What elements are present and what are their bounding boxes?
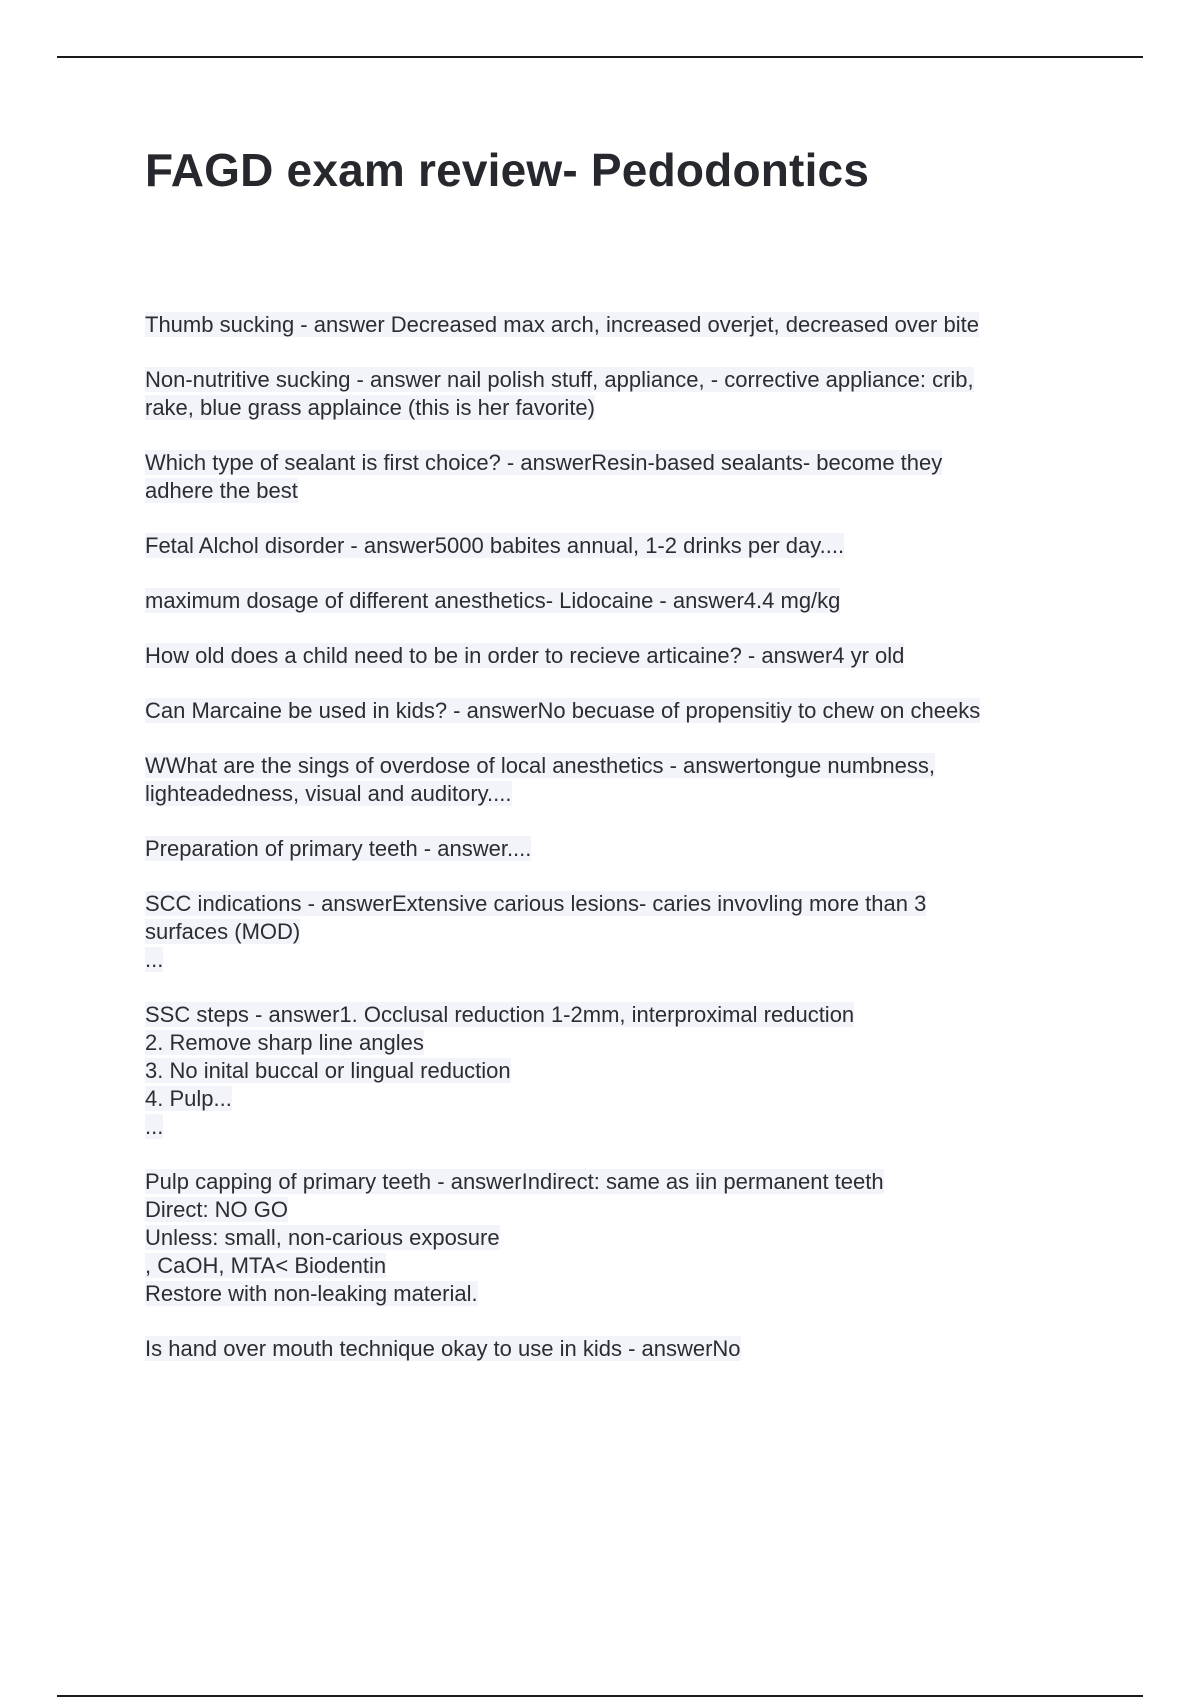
flashcard-item (145, 1168, 1075, 1308)
flashcard-line: ... (145, 947, 164, 972)
flashcard-line: Pulp capping of primary teeth - answerIndirect: same as iin permanent teeth (145, 1169, 884, 1194)
flashcard-item (145, 697, 1075, 725)
flashcard-item (145, 449, 1075, 505)
flashcard-line: Unless: small, non-carious exposure (145, 1225, 500, 1250)
page-title: FAGD exam review- Pedodontics (145, 144, 870, 196)
flashcard-line: Can Marcaine be used in kids? - answerNo becuase of propensitiy to chew on cheeks (145, 698, 981, 723)
flashcard-line: , CaOH, MTA< Biodentin (145, 1253, 387, 1278)
flashcard-line: rake, blue grass applaince (this is her favorite) (145, 395, 595, 420)
flashcard-line: maximum dosage of different anesthetics- Lidocaine - answer4.4 mg/kg (145, 588, 841, 613)
bottom-rule (57, 1695, 1143, 1697)
flashcard-item (145, 890, 1075, 974)
flashcard-line: SSC steps - answer1. Occlusal reduction 1-2mm, interproximal reduction (145, 1002, 855, 1027)
flashcard-line: Is hand over mouth technique okay to use in kids - answerNo (145, 1336, 741, 1361)
flashcard-line: adhere the best (145, 478, 298, 503)
flashcard-line: Restore with non-leaking material. (145, 1281, 478, 1306)
flashcard-line: lighteadedness, visual and auditory.... (145, 781, 512, 806)
flashcard-line: How old does a child need to be in order to recieve articaine? - answer4 yr old (145, 643, 905, 668)
flashcard-line: WWhat are the sings of overdose of local anesthetics - answertongue numbness, (145, 753, 935, 778)
flashcard-line: 2. Remove sharp line angles (145, 1030, 424, 1055)
flashcard-item (145, 587, 1075, 615)
flashcard-line: Which type of sealant is first choice? - answerResin-based sealants- become they (145, 450, 943, 475)
flashcard-item (145, 1335, 1075, 1363)
flashcard-item (145, 366, 1075, 422)
flashcard-item (145, 835, 1075, 863)
flashcard-line: Thumb sucking - answer Decreased max arch, increased overjet, decreased over bite (145, 312, 979, 337)
flashcard-list (145, 311, 1075, 1390)
flashcard-item (145, 532, 1075, 560)
flashcard-item (145, 752, 1075, 808)
flashcard-line: Fetal Alchol disorder - answer5000 babites annual, 1-2 drinks per day.... (145, 533, 845, 558)
flashcard-line: surfaces (MOD) (145, 919, 301, 944)
top-rule (57, 56, 1143, 58)
flashcard-line: SCC indications - answerExtensive carious lesions- caries invovling more than 3 (145, 891, 927, 916)
flashcard-item (145, 1001, 1075, 1141)
flashcard-line: Direct: NO GO (145, 1197, 289, 1222)
flashcard-line: ... (145, 1114, 164, 1139)
flashcard-line: Non-nutritive sucking - answer nail polish stuff, appliance, - corrective appliance: crib, (145, 367, 974, 392)
flashcard-item (145, 311, 1075, 339)
flashcard-line: 3. No inital buccal or lingual reduction (145, 1058, 511, 1083)
flashcard-line: 4. Pulp... (145, 1086, 232, 1111)
flashcard-item (145, 642, 1075, 670)
flashcard-line: Preparation of primary teeth - answer.... (145, 836, 532, 861)
